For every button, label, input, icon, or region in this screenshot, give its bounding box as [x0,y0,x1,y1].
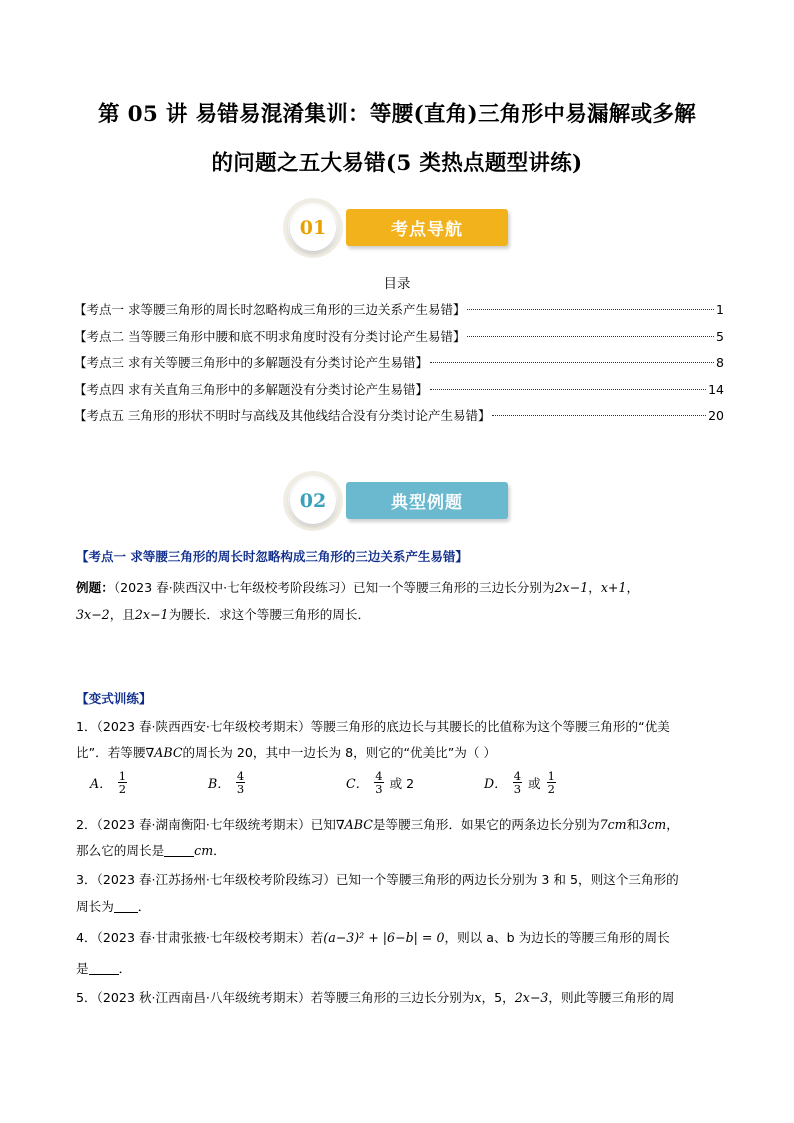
question-4-line-2: 是 ． [76,961,132,976]
answer-blank [89,961,119,975]
option-c[interactable]: C． $\frac{4}{3}$ 或 2 [346,769,415,796]
page-title-line1: 第 05 讲 易错易混淆集训：等腰(直角)三角形中易漏解或多解 [97,102,697,127]
question-3-line-2: 周长为 ． [76,899,151,914]
section-number-badge: 02 [283,471,343,531]
answer-blank [164,843,194,857]
example-line-2: 3x−2，且2x−1为腰长．求这个等腰三角形的周长． [76,607,371,622]
question-1-line-2: 比”．若等腰∇ABC的周长为 20，其中一边长为 8，则它的“优美比”为（ ） [76,745,497,760]
section-banner-examples [283,471,513,531]
section-number-badge: 01 [283,198,343,258]
question-5-line-1: 5．（2023 秋·江西南昌·八年级统考期末）若等腰三角形的三边长分别为x，5，2x−3，则此等腰三角形的周 [76,990,675,1005]
section-heading: 【考点一 求等腰三角形的周长时忽略构成三角形的三边关系产生易错】 [76,549,468,564]
section-label: 典型例题 [346,482,508,519]
option-d[interactable]: D． $\frac{4}{3}$ 或 $\frac{1}{2}$ [484,769,555,796]
question-2-line-2: 那么它的周长是 cm． [76,843,226,858]
question-1-line-1: 1．（2023 春·陕西西安·七年级校考期末）等腰三角形的底边长与其腰长的比值称为这个等腰三角形的“优美 [76,719,670,734]
question-3-line-1: 3．（2023 春·江苏扬州·七年级校考阶段练习）已知一个等腰三角形的两边长分别为 3 和 5，则这个三角形的 [76,872,679,887]
example-line-1: 例题：（2023 春·陕西汉中·七年级校考阶段练习）已知一个等腰三角形的三边长分别为2x−1，x+1， [76,580,640,595]
toc-title: 目录 [383,276,411,292]
section-banner-navigation [283,198,513,258]
variant-training-heading: 【变式训练】 [76,691,152,706]
page-title-line2: 的问题之五大易错(5 类热点题型讲练) [211,151,583,176]
toc-item[interactable]: 【考点三 求有关等腰三角形中的多解题没有分类讨论产生易错】 8 [74,355,724,370]
option-a[interactable]: A． $\frac{1}{2}$ [90,769,127,796]
question-2-line-1: 2．（2023 春·湖南衡阳·七年级统考期末）已知∇ABC是等腰三角形．如果它的两条边长分别为7cm和3cm， [76,817,679,832]
answer-blank [114,899,138,913]
option-b[interactable]: B． $\frac{4}{3}$ [208,769,245,796]
question-4-line-1: 4．（2023 春·甘肃张掖·七年级校考期末）若(a−3)² + |6−b| = 0，则以 a、b 为边长的等腰三角形的周长 [76,930,670,945]
toc-item[interactable]: 【考点四 求有关直角三角形中的多解题没有分类讨论产生易错】 14 [74,381,724,397]
toc-item[interactable]: 【考点五 三角形的形状不明时与高线及其他线结合没有分类讨论产生易错】 20 [74,408,724,423]
toc-item[interactable]: 【考点二 当等腰三角形中腰和底不明求角度时没有分类讨论产生易错】 5 [74,328,724,344]
toc-item[interactable]: 【考点一 求等腰三角形的周长时忽略构成三角形的三边关系产生易错】 1 [74,302,724,317]
section-label: 考点导航 [346,209,508,246]
